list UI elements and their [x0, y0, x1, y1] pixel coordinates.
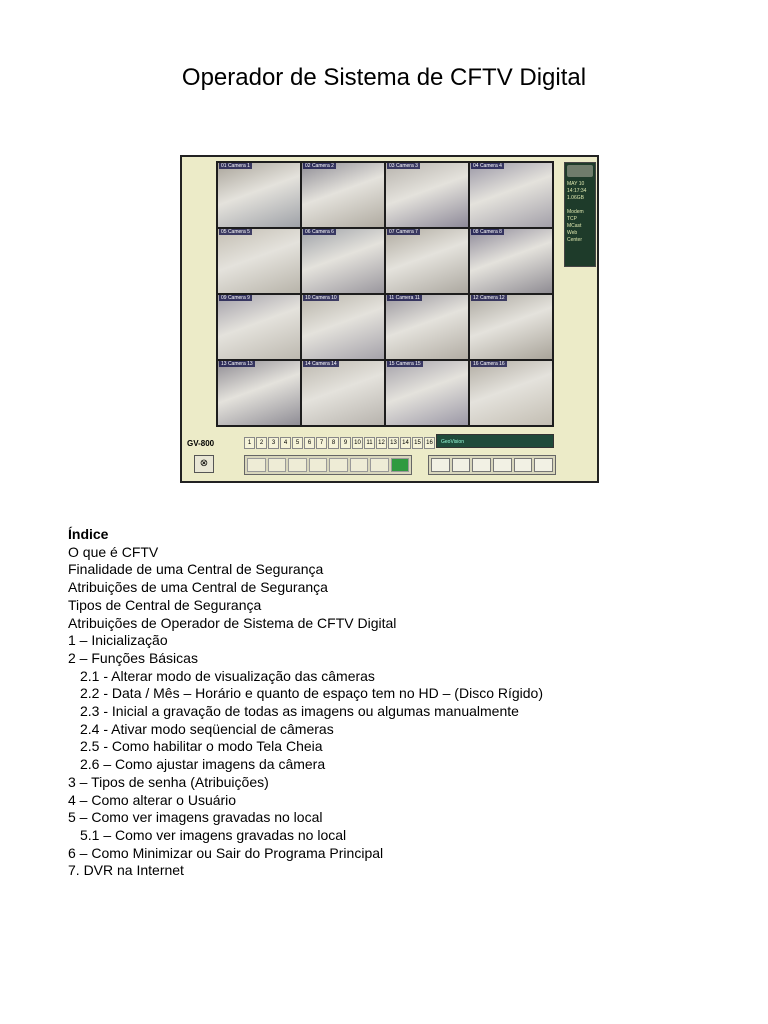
search-icon — [493, 458, 512, 472]
channel-numbers — [244, 437, 435, 449]
camera-feed — [470, 163, 552, 227]
monitor-icon — [431, 458, 450, 472]
channel-number: 7 — [316, 437, 327, 449]
channel-number: 8 — [328, 437, 339, 449]
channel-number: 1 — [244, 437, 255, 449]
camera-feed — [218, 361, 300, 425]
status-panel — [564, 162, 596, 267]
toc-item: 7. DVR na Internet — [68, 862, 184, 879]
camera-feed — [302, 229, 384, 293]
channel-number: 5 — [292, 437, 303, 449]
toc-item: Atribuições de Operador de Sistema de CFTV Digital — [68, 614, 397, 631]
layout-16-icon — [391, 458, 410, 472]
toc-subitem: 2.5 - Como habilitar o modo Tela Cheia — [80, 738, 323, 755]
toc-subitem: 2.3 - Inicial a gravação de todas as imagens ou algumas manualmente — [80, 703, 519, 720]
toc-item: Tipos de Central de Segurança — [68, 596, 262, 613]
camera-label: 16 Camera 16 — [473, 361, 505, 367]
camera-label: 08 Camera 8 — [473, 229, 502, 235]
camera-feed — [218, 163, 300, 227]
camera-feed — [302, 163, 384, 227]
camera-label: 07 Camera 7 — [389, 229, 418, 235]
camera-label: 11 Camera 11 — [389, 295, 420, 301]
toc-subitem: 2.1 - Alterar modo de visualização das câmeras — [80, 667, 375, 684]
camera-label: 03 Camera 3 — [389, 163, 418, 169]
toc-subitem: 5.1 – Como ver imagens gravadas no local — [80, 826, 347, 843]
camera-label: 14 Camera 14 — [305, 361, 337, 367]
tools-icon — [472, 458, 491, 472]
status-text: MAY 10 14:17:34 1.06GB Modem TCP MCast Web Center — [567, 181, 587, 243]
channel-number: 14 — [400, 437, 411, 449]
settings-icon — [514, 458, 533, 472]
channel-number: 16 — [424, 437, 435, 449]
channel-number: 3 — [268, 437, 279, 449]
camera-feed — [386, 163, 468, 227]
camera-label: 05 Camera 5 — [221, 229, 250, 235]
camera-feed — [302, 361, 384, 425]
camera-icon — [452, 458, 471, 472]
dvr-model: GV-800 — [187, 439, 215, 448]
camera-label: 01 Camera 1 — [221, 163, 250, 169]
camera-label: 04 Camera 4 — [473, 163, 502, 169]
layout-4-icon — [268, 458, 287, 472]
camera-feed — [386, 361, 468, 425]
toc-item: 3 – Tipos de senha (Atribuições) — [68, 773, 269, 790]
channel-number: 12 — [376, 437, 387, 449]
camera-feed — [386, 295, 468, 359]
camera-label: 02 Camera 2 — [305, 163, 334, 169]
toc-subitem: 2.6 – Como ajustar imagens da câmera — [80, 756, 326, 773]
tool-buttons — [428, 455, 556, 475]
toc-subitem: 2.2 - Data / Mês – Horário e quanto de espaço tem no HD – (Disco Rígido) — [80, 685, 543, 702]
camera-label: 06 Camera 6 — [305, 229, 334, 235]
network-tree-icon — [534, 458, 553, 472]
table-of-contents — [68, 526, 543, 880]
camera-feed — [386, 229, 468, 293]
toc-item: Atribuições de uma Central de Segurança — [68, 579, 328, 596]
toc-item: 5 – Como ver imagens gravadas no local — [68, 809, 323, 826]
layout-10-icon — [350, 458, 369, 472]
camera-feed — [302, 295, 384, 359]
index-heading: Índice — [68, 526, 109, 542]
toc-item: 2 – Funções Básicas — [68, 649, 198, 666]
dvr-screenshot — [180, 155, 599, 483]
toc-subitem: 2.4 - Ativar modo seqüencial de câmeras — [80, 720, 334, 737]
camera-feed — [218, 229, 300, 293]
layout-9-icon — [329, 458, 348, 472]
brand-bar: GeoVision — [436, 434, 554, 448]
camera-feed — [470, 295, 552, 359]
channel-number: 15 — [412, 437, 423, 449]
document-title: Operador de Sistema de CFTV Digital — [181, 64, 587, 91]
layout-1-icon — [247, 458, 266, 472]
toc-item: 4 – Como alterar o Usuário — [68, 791, 237, 808]
camera-label: 15 Camera 15 — [389, 361, 421, 367]
layout-6-icon — [288, 458, 307, 472]
exit-icon: ⊗ — [194, 455, 214, 473]
camera-label: 10 Camera 10 — [305, 295, 337, 301]
layout-13-icon — [370, 458, 389, 472]
channel-number: 6 — [304, 437, 315, 449]
toc-item: Finalidade de uma Central de Segurança — [68, 561, 324, 578]
camera-label: 09 Camera 9 — [221, 295, 250, 301]
camera-grid — [216, 161, 554, 427]
layout-buttons — [244, 455, 412, 475]
camera-feed — [470, 361, 552, 425]
eye-logo-icon — [567, 165, 593, 177]
channel-number: 10 — [352, 437, 363, 449]
toc-item: 1 – Inicialização — [68, 632, 168, 649]
channel-number: 4 — [280, 437, 291, 449]
toc-item: O que é CFTV — [68, 543, 159, 560]
camera-feed — [470, 229, 552, 293]
camera-label: 12 Camera 12 — [473, 295, 505, 301]
camera-label: 13 Camera 13 — [221, 361, 253, 367]
channel-number: 2 — [256, 437, 267, 449]
layout-8-icon — [309, 458, 328, 472]
channel-number: 11 — [364, 437, 375, 449]
channel-number: 13 — [388, 437, 399, 449]
channel-number: 9 — [340, 437, 351, 449]
toc-item: 6 – Como Minimizar ou Sair do Programa Principal — [68, 844, 384, 861]
camera-feed — [218, 295, 300, 359]
